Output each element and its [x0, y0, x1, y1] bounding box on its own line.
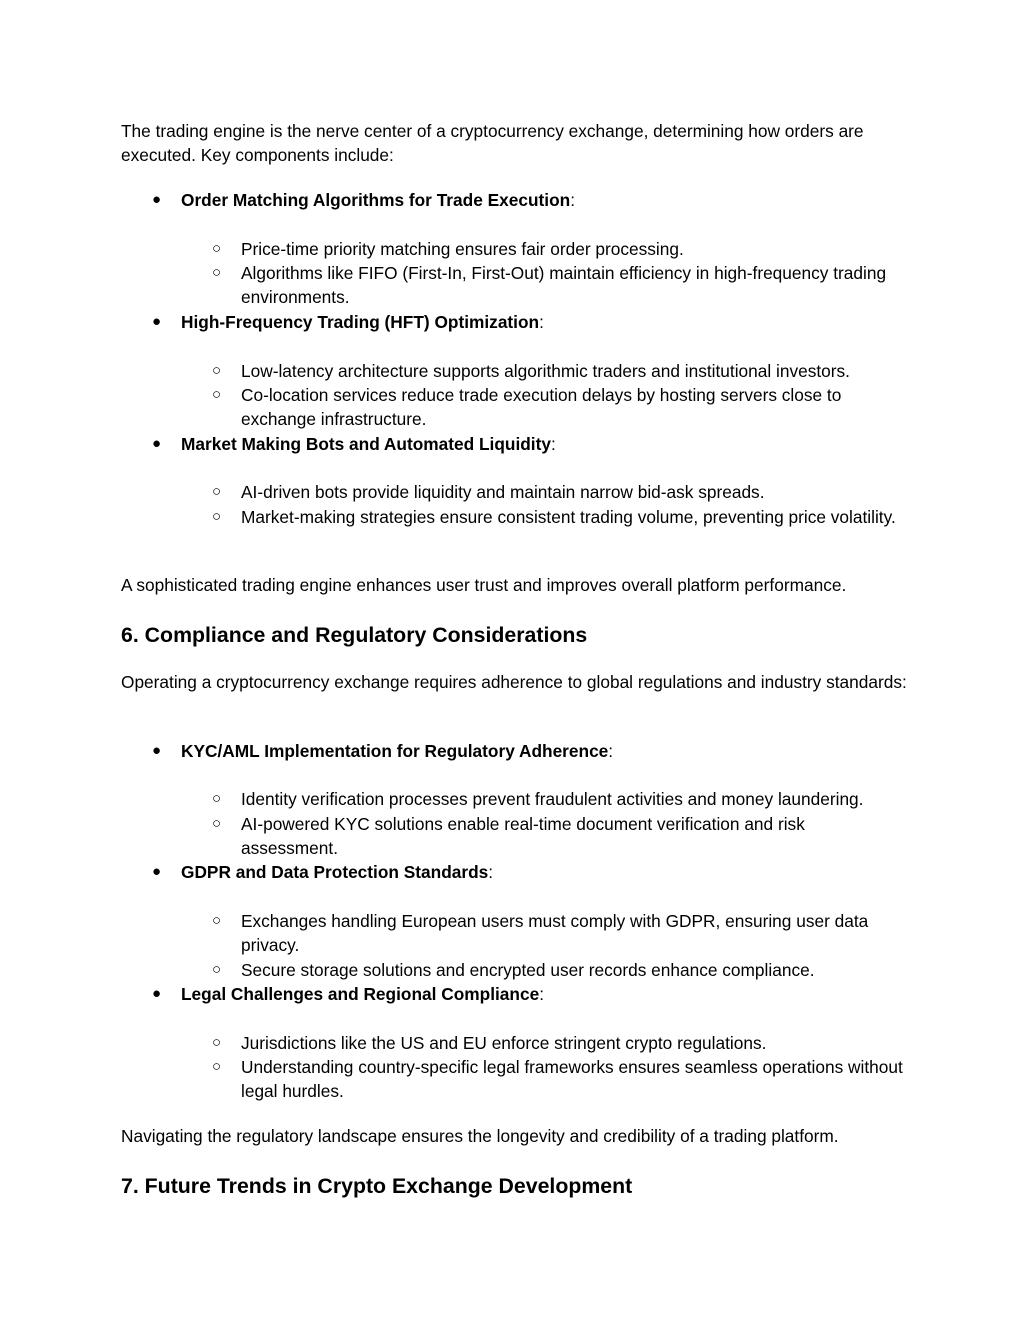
item-title: Order Matching Algorithms for Trade Execution	[181, 190, 571, 210]
sub-item-text: Secure storage solutions and encrypted user records enhance compliance.	[241, 960, 815, 980]
sub-bullet-icon: ○	[212, 790, 222, 807]
item-title: High-Frequency Trading (HFT) Optimization	[181, 312, 540, 332]
bullet-icon: ●	[152, 985, 162, 1002]
sub-item-text: Co-location services reduce trade execution delays by hosting servers close to exchange infrastructure.	[241, 385, 842, 430]
sub-bullet-icon: ○	[212, 508, 222, 525]
bullet-icon: ●	[152, 863, 162, 880]
bullet-icon: ●	[152, 742, 162, 759]
bullet-icon: ●	[152, 313, 162, 330]
sub-item-text: Identity verification processes prevent fraudulent activities and money laundering.	[241, 789, 864, 809]
sub-item-text: Exchanges handling European users must comply with GDPR, ensuring user data privacy.	[241, 911, 869, 956]
sub-bullet-icon: ○	[212, 362, 222, 379]
sub-item-text: Low-latency architecture supports algorithmic traders and institutional investors.	[241, 361, 850, 381]
compliance-conclusion: Navigating the regulatory landscape ensures the longevity and credibility of a trading platform.	[121, 1126, 839, 1146]
sub-bullet-icon: ○	[212, 483, 222, 500]
sub-bullet-icon: ○	[212, 1034, 222, 1051]
trading-engine-intro: The trading engine is the nerve center of a cryptocurrency exchange, determining how orders are executed. Key components include:	[121, 121, 864, 166]
sub-bullet-icon: ○	[212, 264, 222, 281]
sub-bullet-icon: ○	[212, 912, 222, 929]
sub-item-text: Understanding country-specific legal frameworks ensures seamless operations without legal hurdles.	[241, 1057, 903, 1102]
sub-bullet-icon: ○	[212, 240, 222, 257]
sub-bullet-icon: ○	[212, 1058, 222, 1075]
sub-item-text: Price-time priority matching ensures fair order processing.	[241, 239, 684, 259]
sub-item-text: Jurisdictions like the US and EU enforce stringent crypto regulations.	[241, 1033, 767, 1053]
trading-engine-conclusion: A sophisticated trading engine enhances user trust and improves overall platform performance.	[121, 575, 847, 595]
sub-bullet-icon: ○	[212, 815, 222, 832]
item-title: KYC/AML Implementation for Regulatory Adherence	[181, 741, 609, 761]
bullet-icon: ●	[152, 191, 162, 208]
sub-item-text: Algorithms like FIFO (First-In, First-Out) maintain efficiency in high-frequency trading environments.	[241, 263, 887, 308]
sub-item-text: AI-driven bots provide liquidity and maintain narrow bid-ask spreads.	[241, 482, 765, 502]
compliance-intro: Operating a cryptocurrency exchange requires adherence to global regulations and industry standards:	[121, 672, 907, 692]
sub-bullet-icon: ○	[212, 386, 222, 403]
sub-bullet-icon: ○	[212, 961, 222, 978]
section-heading-compliance: 6. Compliance and Regulatory Considerations	[121, 623, 588, 647]
sub-item-text: AI-powered KYC solutions enable real-time document verification and risk assessment.	[241, 814, 805, 859]
bullet-icon: ●	[152, 435, 162, 452]
section-heading-future: 7. Future Trends in Crypto Exchange Development	[121, 1174, 633, 1198]
document-page: The trading engine is the nerve center of a cryptocurrency exchange, determining how orders are executed. Key components include: ● Order Matching Algorithms for Trade Execution: ○ Price-time priority matching ensures fair order processing. ○ Algorithms like FIFO (First-In, First-Out) maintain efficiency in high-frequency trading environments. ● High-Frequency Trading (HFT) Optimization: ○ Low-latency architecture supports algorithmic traders and institutional investors. ○ Co-location services reduce trade execution delays by hosting servers close to exchange infrastructure. ● Market Making Bots and Automated Liquidity: ○ AI-driven bots provide liquidity and maintain narrow bid-ask spreads. ○ Market-making strategies ensure consistent trading volume, preventing price volatility. A sophisticated trading engine enhances user trust and improves overall platform performance. 6. Compliance and Regulatory Considerations Operating a cryptocurrency exchange requires adherence to global regulations and industry standards: ● KYC/AML Implementation for Regulatory Adherence: ○ Identity verification processes prevent fraudulent activities and money laundering. ○ AI-powered KYC solutions enable real-time document verification and risk assessment. ● GDPR and Data Protection Standards: ○ Exchanges handling European users must comply with GDPR, ensuring user data privacy. ○ Secure storage solutions and encrypted user records enhance compliance. ● Legal Challenges and Regional Compliance: ○ Jurisdictions like the US and EU enforce stringent crypto regulations. ○ Understanding country-specific legal frameworks ensures seamless operations without legal hurdles. Navigating the regulatory landscape ensures the longevity and credibility of a trading platform. 7. Future Trends in Crypto Exchange Development	[0, 0, 1024, 1325]
item-title: Market Making Bots and Automated Liquidity	[181, 434, 551, 454]
item-title: Legal Challenges and Regional Compliance	[181, 984, 540, 1004]
sub-item-text: Market-making strategies ensure consistent trading volume, preventing price volatility.	[241, 507, 896, 527]
item-title: GDPR and Data Protection Standards	[181, 862, 489, 882]
